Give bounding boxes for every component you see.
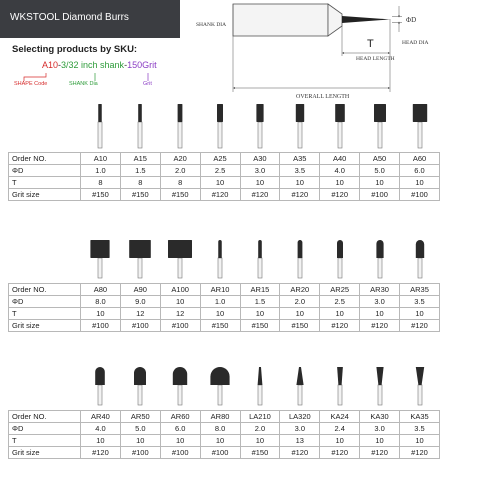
spec-cell: #120 <box>280 189 320 201</box>
spec-cell: #120 <box>320 320 360 332</box>
burr-ar60-icon <box>162 365 198 407</box>
spec-cell: AR60 <box>160 411 200 423</box>
spec-cell: 6.0 <box>400 165 440 177</box>
burr-ar20-icon <box>282 238 318 280</box>
spec-cell: 10 <box>360 177 400 189</box>
burr-a50-icon <box>362 102 398 150</box>
burr-a15-icon <box>122 102 158 150</box>
spec-cell: AR40 <box>81 411 121 423</box>
spec-cell: 2.5 <box>320 296 360 308</box>
order-row <box>9 284 440 296</box>
row-label: Grit size <box>9 447 81 459</box>
spec-cell: #150 <box>160 189 200 201</box>
spec-cell: A25 <box>200 153 240 165</box>
spec-cell: 10 <box>200 177 240 189</box>
shape-code-label: SHAPE Code <box>14 81 48 87</box>
spec-cell: 10 <box>400 177 440 189</box>
spec-cell: 3.0 <box>360 296 400 308</box>
spec-cell: #120 <box>400 320 440 332</box>
burr-ar35-icon <box>402 238 438 280</box>
spec-cell: 10 <box>400 435 440 447</box>
head-length-row <box>9 435 440 447</box>
spec-cell: 3.5 <box>280 165 320 177</box>
spec-cell: 3.0 <box>280 423 320 435</box>
spec-cell: 10 <box>280 177 320 189</box>
spec-cell: AR35 <box>400 284 440 296</box>
spec-cell: 8 <box>120 177 160 189</box>
burr-a35-icon <box>282 102 318 150</box>
spec-cell: LA320 <box>280 411 320 423</box>
head-length-row <box>9 177 440 189</box>
spec-cell: 1.0 <box>81 165 121 177</box>
burr-a60-icon <box>402 102 438 150</box>
spec-cell: #100 <box>160 320 200 332</box>
spec-cell: A80 <box>81 284 121 296</box>
burr-a25-icon <box>202 102 238 150</box>
spec-cell: AR20 <box>280 284 320 296</box>
burr-ka35-icon <box>402 365 438 407</box>
spec-cell: AR30 <box>360 284 400 296</box>
burr-ar40-icon <box>82 365 118 407</box>
spec-cell: 3.0 <box>360 423 400 435</box>
spec-cell: #100 <box>360 189 400 201</box>
burr-ka30-icon <box>362 365 398 407</box>
spec-cell: 8 <box>81 177 121 189</box>
overall-length-label: OVERALL LENGTH <box>296 94 350 100</box>
burr-a100-icon <box>162 238 198 280</box>
spec-cell: 2.5 <box>200 165 240 177</box>
spec-cell: #120 <box>280 447 320 459</box>
spec-cell: #100 <box>200 447 240 459</box>
spec-cell: 5.0 <box>120 423 160 435</box>
burr-ar25-icon <box>322 238 358 280</box>
head-dia-label: HEAD DIA <box>402 40 429 46</box>
spec-cell: #150 <box>81 189 121 201</box>
sku-separator: - <box>58 60 62 70</box>
row-label: Order NO. <box>9 411 81 423</box>
spec-cell: 10 <box>160 435 200 447</box>
spec-cell: A60 <box>400 153 440 165</box>
spec-cell: 1.5 <box>120 165 160 177</box>
spec-cell: AR10 <box>200 284 240 296</box>
spec-cell: #120 <box>320 189 360 201</box>
spec-cell: 12 <box>120 308 160 320</box>
grit-row <box>9 320 440 332</box>
spec-cell: #120 <box>320 447 360 459</box>
spec-cell: 10 <box>200 308 240 320</box>
head-length-t-label: T <box>367 38 374 50</box>
spec-cell: 8.0 <box>81 296 121 308</box>
spec-cell: 1.0 <box>200 296 240 308</box>
spec-cell: #120 <box>400 447 440 459</box>
burr-ka24-icon <box>322 365 358 407</box>
sku-example-shape: A10 <box>42 60 59 70</box>
spec-cell: #150 <box>120 189 160 201</box>
burr-la320-icon <box>282 365 318 407</box>
spec-cell: 10 <box>120 435 160 447</box>
spec-cell: A15 <box>120 153 160 165</box>
shank-dia-key-label: SHANK Dia <box>69 81 98 87</box>
spec-cell: #120 <box>200 189 240 201</box>
burr-a10-icon <box>82 102 118 150</box>
spec-cell: KA35 <box>400 411 440 423</box>
spec-cell: A50 <box>360 153 400 165</box>
spec-cell: 10 <box>320 308 360 320</box>
grit-row <box>9 447 440 459</box>
order-row <box>9 153 440 165</box>
spec-cell: 10 <box>81 308 121 320</box>
burr-ar15-icon <box>242 238 278 280</box>
row-label: Grit size <box>9 320 81 332</box>
spec-cell: 3.5 <box>400 423 440 435</box>
spec-cell: #150 <box>240 320 280 332</box>
head-dia-row <box>9 423 440 435</box>
spec-cell: #120 <box>81 447 121 459</box>
spec-cell: 10 <box>81 435 121 447</box>
spec-cell: A90 <box>120 284 160 296</box>
spec-cell: AR15 <box>240 284 280 296</box>
spec-table <box>8 410 440 459</box>
spec-cell: LA210 <box>240 411 280 423</box>
spec-cell: #120 <box>360 447 400 459</box>
row-label: Grit size <box>9 189 81 201</box>
spec-cell: A35 <box>280 153 320 165</box>
row-label: T <box>9 435 81 447</box>
spec-cell: AR25 <box>320 284 360 296</box>
spec-cell: 6.0 <box>160 423 200 435</box>
spec-cell: A10 <box>81 153 121 165</box>
spec-cell: 8 <box>160 177 200 189</box>
burr-ar30-icon <box>362 238 398 280</box>
spec-cell: 12 <box>160 308 200 320</box>
spec-cell: 10 <box>200 435 240 447</box>
row-label: ΦD <box>9 423 81 435</box>
burr-a20-icon <box>162 102 198 150</box>
row-label: Order NO. <box>9 153 81 165</box>
spec-cell: 10 <box>240 177 280 189</box>
head-dia-row <box>9 165 440 177</box>
row-label: Order NO. <box>9 284 81 296</box>
spec-cell: KA30 <box>360 411 400 423</box>
spec-cell: 2.0 <box>280 296 320 308</box>
spec-cell: 10 <box>360 435 400 447</box>
spec-cell: 4.0 <box>320 165 360 177</box>
burr-la210-icon <box>242 365 278 407</box>
spec-cell: A40 <box>320 153 360 165</box>
burr-a40-icon <box>322 102 358 150</box>
grit-row <box>9 189 440 201</box>
spec-cell: 13 <box>280 435 320 447</box>
row-label: T <box>9 177 81 189</box>
spec-cell: 4.0 <box>81 423 121 435</box>
spec-cell: A30 <box>240 153 280 165</box>
burr-ar80-icon <box>202 365 238 407</box>
spec-cell: AR50 <box>120 411 160 423</box>
head-length-row <box>9 308 440 320</box>
sku-example <box>42 60 157 70</box>
head-length-label: HEAD LENGTH <box>356 56 395 62</box>
spec-cell: 1.5 <box>240 296 280 308</box>
spec-cell: #150 <box>240 447 280 459</box>
spec-cell: 10 <box>240 308 280 320</box>
spec-table <box>8 283 440 332</box>
spec-cell: 10 <box>280 308 320 320</box>
sku-example-shank: 3/32 inch shank <box>61 60 125 70</box>
spec-cell: 9.0 <box>120 296 160 308</box>
spec-cell: 10 <box>400 308 440 320</box>
burr-a30-icon <box>242 102 278 150</box>
head-dia-row <box>9 296 440 308</box>
phi-d-label: ΦD <box>406 16 417 24</box>
spec-cell: 2.4 <box>320 423 360 435</box>
spec-cell: 2.0 <box>160 165 200 177</box>
order-row <box>9 411 440 423</box>
spec-cell: 10 <box>240 435 280 447</box>
burr-a80-icon <box>82 238 118 280</box>
spec-cell: 3.5 <box>400 296 440 308</box>
spec-cell: 2.0 <box>240 423 280 435</box>
burr-ar10-icon <box>202 238 238 280</box>
row-label: ΦD <box>9 296 81 308</box>
spec-cell: #100 <box>160 447 200 459</box>
shank-dia-label: SHANK DIA <box>196 22 227 28</box>
row-label: T <box>9 308 81 320</box>
spec-cell: 10 <box>360 308 400 320</box>
spec-cell: 5.0 <box>360 165 400 177</box>
burr-silhouette <box>233 4 390 36</box>
spec-cell: A20 <box>160 153 200 165</box>
burr-a90-icon <box>122 238 158 280</box>
spec-cell: KA24 <box>320 411 360 423</box>
spec-cell: #100 <box>81 320 121 332</box>
spec-cell: 3.0 <box>240 165 280 177</box>
spec-cell: #100 <box>120 320 160 332</box>
spec-table <box>8 152 440 201</box>
spec-cell: 10 <box>160 296 200 308</box>
row-label: ΦD <box>9 165 81 177</box>
sku-separator: - <box>124 60 128 70</box>
spec-cell: #150 <box>280 320 320 332</box>
spec-cell: 10 <box>320 177 360 189</box>
spec-cell: 10 <box>320 435 360 447</box>
brand-title: WKSTOOL Diamond Burrs <box>10 12 129 23</box>
spec-cell: #120 <box>360 320 400 332</box>
burr-ar50-icon <box>122 365 158 407</box>
spec-cell: AR80 <box>200 411 240 423</box>
sku-example-grit: 150Grit <box>127 60 157 70</box>
spec-cell: #150 <box>200 320 240 332</box>
spec-cell: A100 <box>160 284 200 296</box>
grit-key-label: Grit <box>143 81 152 87</box>
spec-cell: 8.0 <box>200 423 240 435</box>
spec-cell: #120 <box>240 189 280 201</box>
spec-cell: #100 <box>400 189 440 201</box>
sku-heading: Selecting products by SKU: <box>12 44 138 55</box>
spec-cell: #100 <box>120 447 160 459</box>
